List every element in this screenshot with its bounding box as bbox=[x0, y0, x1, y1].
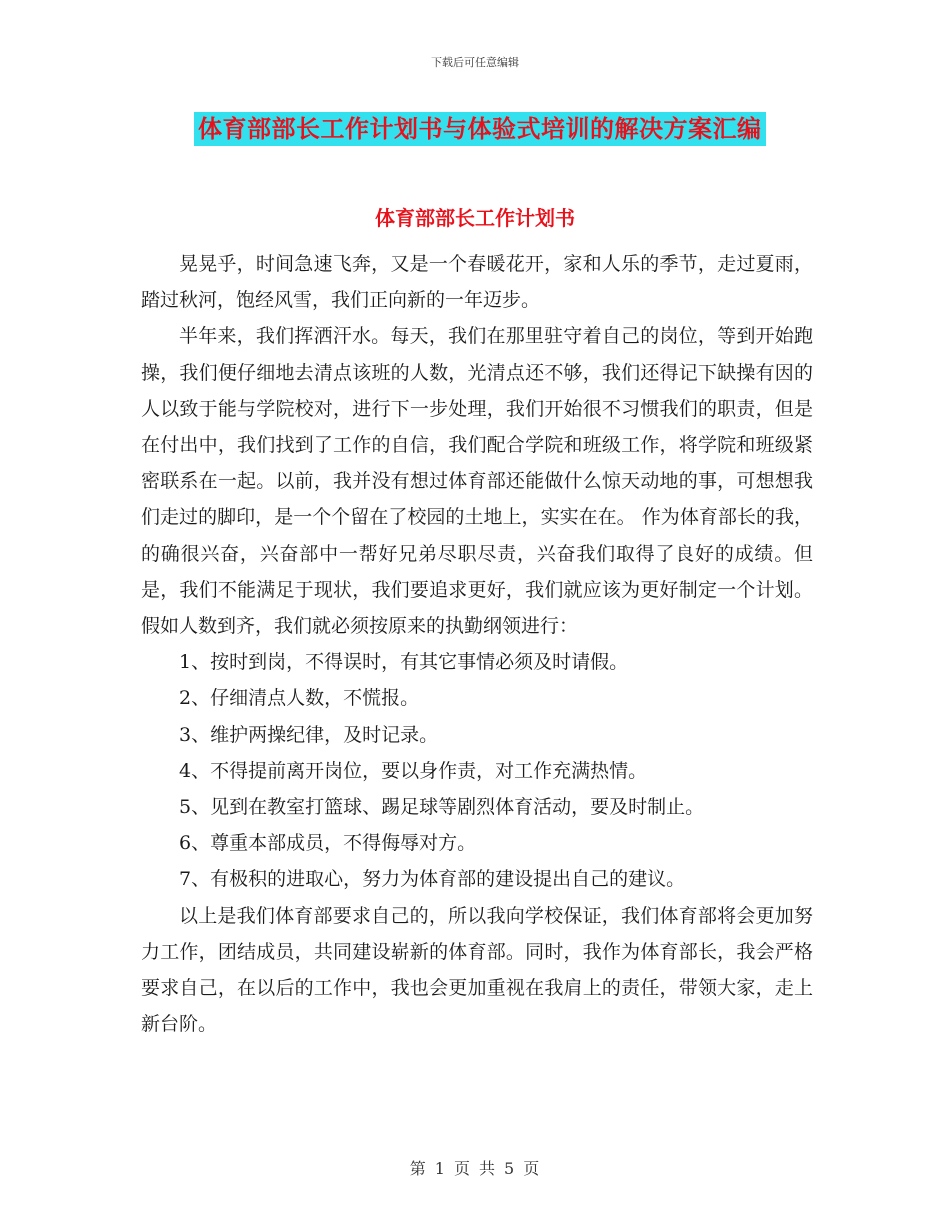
total-page-number: 5 bbox=[504, 1159, 516, 1178]
paragraph-intro: 晃晃乎，时间急速飞奔，又是一个春暖花开，家和人乐的季节，走过夏雨，踏过秋河，饱经风雪，我们正向新的一年迈步。 bbox=[141, 253, 813, 312]
rule-item: 7、有极积的进取心，努力为体育部的建设提出自己的建议。 bbox=[179, 868, 686, 891]
rule-item: 5、见到在教室打篮球、踢足球等剧烈体育活动，要及时制止。 bbox=[179, 796, 705, 819]
page-footer bbox=[0, 1156, 950, 1179]
paragraph-closing: 以上是我们体育部要求自己的，所以我向学校保证，我们体育部将会更加努力工作，团结成员，共同建设崭新的体育部。同时，我作为体育部长，我会严格要求自己，在以后的工作中，我也会更加重视在我肩上的责任，带领大家，走上新台阶。 bbox=[141, 904, 813, 1036]
footer-total-prefix: 共 bbox=[479, 1159, 497, 1178]
rule-item: 2、仔细清点人数，不慌报。 bbox=[179, 687, 420, 710]
header-note: 下载后可任意编辑 bbox=[431, 56, 519, 69]
rule-item: 3、维护两操纪律，及时记录。 bbox=[179, 723, 439, 746]
footer-prefix: 第 bbox=[409, 1159, 427, 1178]
section-title: 体育部部长工作计划书 bbox=[375, 206, 575, 230]
rule-item: 1、按时到岗，不得误时，有其它事情必须及时请假。 bbox=[179, 651, 629, 674]
current-page-number: 1 bbox=[434, 1159, 446, 1178]
rule-item: 6、尊重本部成员，不得侮辱对方。 bbox=[179, 832, 477, 855]
document-body bbox=[141, 246, 813, 1042]
footer-page-word: 页 bbox=[453, 1159, 471, 1178]
footer-suffix: 页 bbox=[523, 1159, 541, 1178]
main-title: 体育部部长工作计划书与体验式培训的解决方案汇编 bbox=[194, 112, 766, 146]
paragraph-half-year: 半年来，我们挥洒汗水。每天，我们在那里驻守着自己的岗位，等到开始跑操，我们便仔细地去清点该班的人数，光清点还不够，我们还得记下缺操有因的人以致于能与学院校对，进行下一步处理，我们开始很不习惯我们的职责，但是在付出中，我们找到了工作的自信，我们配合学院和班级工作，将学院和班级紧密联系在一起。以前，我并没有想过体育部还能做什么惊天动地的事，可想想我们走过的脚印，是一个个留在了校园的土地上，实实在在。 作为体育部长的我，的确很兴奋，兴奋部中一帮好兄弟尽职尽责，兴奋我们取得了良好的成绩。但是，我们不能满足于现状，我们要追求更好，我们就应该为更好制定一个计划。 假如人数到齐，我们就必须按原来的执勤纲领进行： bbox=[141, 325, 813, 638]
rule-item: 4、不得提前离开岗位，要以身作责，对工作充满热情。 bbox=[179, 759, 648, 782]
